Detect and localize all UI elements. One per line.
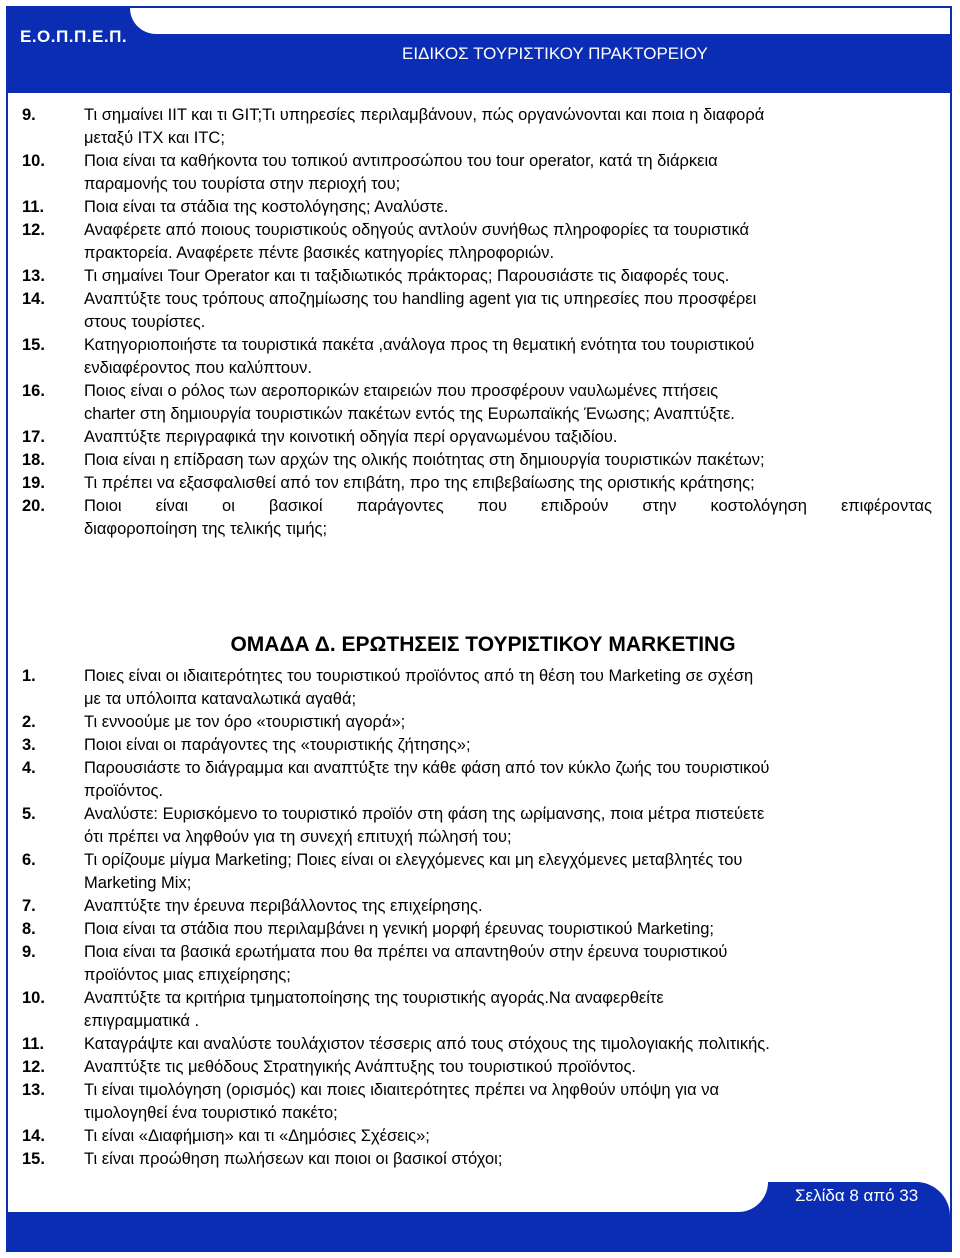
question-line: Ποια είναι η επίδραση των αρχών της ολικής ποιότητας στη δημιουργία τουριστικών πακέτων; [84, 451, 765, 469]
question-text [84, 757, 932, 803]
question-number: 14. [22, 290, 45, 308]
question-line: παραμονής του τουρίστα στην περιοχή του; [84, 175, 401, 193]
question-number: 6. [22, 851, 36, 869]
question-line: Παρουσιάστε το διάγραμμα και αναπτύξτε την κάθε φάση από τον κύκλο ζωής του τουριστικού [84, 759, 770, 777]
question-text [84, 449, 932, 472]
question-line: Τι είναι τιμολόγηση (ορισμός) και ποιες ιδιαιτερότητες πρέπει να ληφθούν υπόψη για να [84, 1081, 720, 1099]
question-number: 19. [22, 474, 45, 492]
question-line: πρακτορεία. Αναφέρετε πέντε βασικές κατηγορίες πληροφοριών. [84, 244, 555, 262]
question-item [22, 426, 932, 449]
question-number: 11. [22, 1035, 45, 1053]
question-number: 4. [22, 759, 36, 777]
question-text [84, 1148, 932, 1171]
question-text [84, 1125, 932, 1148]
page-number: Σελίδα 8 από 33 [795, 1186, 919, 1205]
question-line: Ποιες είναι οι ιδιαιτερότητες του τουριστικού προϊόντος από τη θέση του Marketing σε σχέση [84, 667, 754, 685]
question-line: Τι σημαίνει ΙΙΤ και τι GIT;Τι υπηρεσίες περιλαμβάνουν, πώς οργανώνονται και ποια η διαφορά [84, 106, 765, 124]
question-number: 18. [22, 451, 45, 469]
question-text [84, 495, 932, 541]
question-line: Τι πρέπει να εξασφαλισθεί από τον επιβάτη, προ της επιβεβαίωσης της οριστικής κράτησης; [84, 474, 755, 492]
question-line: διαφοροποίηση της τελικής τιμής; [84, 520, 328, 538]
question-text [84, 288, 932, 334]
question-number: 10. [22, 152, 45, 170]
question-number: 5. [22, 805, 36, 823]
question-list-section-2 [22, 665, 932, 1171]
question-list-section-1 [22, 104, 932, 541]
question-number: 10. [22, 989, 45, 1007]
question-text [84, 150, 932, 196]
question-text [84, 334, 932, 380]
question-item [22, 757, 932, 803]
question-text [84, 1033, 932, 1056]
question-item [22, 449, 932, 472]
question-item [22, 1125, 932, 1148]
question-line: Τι είναι «Διαφήμιση» και τι «Δημόσιες Σχέσεις»; [84, 1127, 430, 1145]
question-item [22, 711, 932, 734]
question-line: μεταξύ ΙΤΧ και ΙΤC; [84, 129, 225, 147]
question-line: Κατηγοριοποιήστε τα τουριστικά πακέτα ,ανάλογα προς τη θεματική ενότητα του τουριστικού [84, 336, 755, 354]
question-text [84, 380, 932, 426]
header-cutout [130, 8, 950, 34]
question-item [22, 196, 932, 219]
question-item [22, 849, 932, 895]
question-line: charter στη δημιουργία τουριστικών πακέτων εντός της Ευρωπαϊκής Ένωσης; Αναπτύξτε. [84, 405, 735, 423]
question-line: ενδιαφέροντος που καλύπτουν. [84, 359, 312, 377]
question-item [22, 265, 932, 288]
question-line: Ποια είναι τα καθήκοντα του τοπικού αντιπροσώπου του tour operator, κατά τη διάρκεια [84, 152, 718, 170]
question-number: 20. [22, 497, 45, 515]
question-line: στους τουρίστες. [84, 313, 206, 331]
document-body [22, 104, 932, 1171]
question-item [22, 895, 932, 918]
question-text [84, 895, 932, 918]
question-line: Marketing Mix; [84, 874, 192, 892]
question-line: Αναφέρετε από ποιους τουριστικούς οδηγούς αντλούν συνήθως πληροφορίες τα τουριστικά [84, 221, 750, 239]
question-text [84, 711, 932, 734]
question-item [22, 1148, 932, 1171]
question-line: Τι εννοούμε με τον όρο «τουριστική αγορά»; [84, 713, 406, 731]
question-text [84, 803, 932, 849]
question-number: 13. [22, 267, 45, 285]
question-text [84, 472, 932, 495]
question-line: Αναλύστε: Ευρισκόμενο το τουριστικό προϊόν στη φάση της ωρίμανσης, ποια μέτρα πιστεύετε [84, 805, 765, 823]
header-org: Ε.Ο.Π.Π.Ε.Π. [20, 27, 128, 46]
question-item [22, 219, 932, 265]
question-line: Αναπτύξτε τα κριτήρια τμηματοποίησης της τουριστικής αγοράς.Να αναφερθείτε [84, 989, 664, 1007]
question-item [22, 472, 932, 495]
question-text [84, 1056, 932, 1079]
question-text [84, 987, 932, 1033]
question-text [84, 219, 932, 265]
question-line: Ποιοι είναι οι βασικοί παράγοντες που επιδρούν στην κοστολόγηση επιφέροντας [84, 497, 932, 515]
question-line: Αναπτύξτε τους τρόπους αποζημίωσης του handling agent για τις υπηρεσίες που προσφέρει [84, 290, 757, 308]
question-number: 17. [22, 428, 45, 446]
question-line: Ποια είναι τα βασικά ερωτήματα που θα πρέπει να απαντηθούν στην έρευνα τουριστικού [84, 943, 728, 961]
question-item [22, 150, 932, 196]
question-item [22, 665, 932, 711]
section-title: ΟΜΑΔΑ Δ. ΕΡΩΤΗΣΕΙΣ ΤΟΥΡΙΣΤΙΚΟΥ MARKETING [230, 633, 736, 656]
question-line: Τι ορίζουμε μίγμα Marketing; Ποιες είναι οι ελεγχόμενες και μη ελεγχόμενες μεταβλητές του [84, 851, 743, 869]
question-number: 16. [22, 382, 45, 400]
question-text [84, 265, 932, 288]
question-line: προϊόντος. [84, 782, 164, 800]
question-number: 1. [22, 667, 36, 685]
question-text [84, 941, 932, 987]
question-text [84, 734, 932, 757]
question-number: 11. [22, 198, 45, 216]
question-item [22, 941, 932, 987]
question-number: 15. [22, 336, 45, 354]
question-line: Ποια είναι τα στάδια της κοστολόγησης; Αναλύστε. [84, 198, 449, 216]
question-line: τιμολογηθεί ένα τουριστικό πακέτο; [84, 1104, 338, 1122]
question-item [22, 1056, 932, 1079]
question-item [22, 380, 932, 426]
question-item [22, 803, 932, 849]
question-line: επιγραμματικά . [84, 1012, 200, 1030]
header-divider [8, 90, 950, 93]
question-item [22, 734, 932, 757]
question-number: 9. [22, 943, 36, 961]
question-line: ότι πρέπει να ληφθούν για τη συνεχή επιτυχή πώλησή του; [84, 828, 512, 846]
question-item [22, 1033, 932, 1056]
question-text [84, 665, 932, 711]
question-text [84, 426, 932, 449]
question-item [22, 288, 932, 334]
footer-cutout [8, 1182, 768, 1212]
question-number: 14. [22, 1127, 45, 1145]
question-line: Ποιος είναι ο ρόλος των αεροπορικών εταιρειών που προσφέρουν ναυλωμένες πτήσεις [84, 382, 719, 400]
question-number: 12. [22, 1058, 45, 1076]
question-line: προϊόντος μιας επιχείρησης; [84, 966, 291, 984]
question-line: με τα υπόλοιπα καταναλωτικά αγαθά; [84, 690, 357, 708]
question-text [84, 104, 932, 150]
question-line: Τι είναι προώθηση πωλήσεων και ποιοι οι βασικοί στόχοι; [84, 1150, 503, 1168]
question-item [22, 104, 932, 150]
question-number: 13. [22, 1081, 45, 1099]
question-line: Αναπτύξτε την έρευνα περιβάλλοντος της επιχείρησης. [84, 897, 483, 915]
question-line: Τι σημαίνει Tour Operator και τι ταξιδιωτικός πράκτορας; Παρουσιάστε τις διαφορές τους. [84, 267, 730, 285]
question-line: Αναπτύξτε περιγραφικά την κοινοτική οδηγία περί οργανωμένου ταξιδίου. [84, 428, 618, 446]
question-item [22, 1079, 932, 1125]
question-item [22, 334, 932, 380]
question-line: Καταγράψτε και αναλύστε τουλάχιστον τέσσερις από τους στόχους της τιμολογιακής πολιτικής. [84, 1035, 770, 1053]
question-number: 8. [22, 920, 36, 938]
header-subtitle: ΕΙΔΙΚΟΣ ΤΟΥΡΙΣΤΙΚΟΥ ΠΡΑΚΤΟΡΕΙΟΥ [402, 44, 708, 63]
question-line: Ποιοι είναι οι παράγοντες της «τουριστικής ζήτησης»; [84, 736, 471, 754]
question-line: Αναπτύξτε τις μεθόδους Στρατηγικής Ανάπτυξης του τουριστικού προϊόντος. [84, 1058, 637, 1076]
question-item [22, 987, 932, 1033]
question-number: 9. [22, 106, 36, 124]
question-text [84, 1079, 932, 1125]
question-text [84, 918, 932, 941]
question-line: Ποια είναι τα στάδια που περιλαμβάνει η γενική μορφή έρευνας τουριστικού Marketing; [84, 920, 715, 938]
question-number: 15. [22, 1150, 45, 1168]
question-number: 2. [22, 713, 36, 731]
question-item [22, 495, 932, 541]
question-text [84, 849, 932, 895]
question-number: 3. [22, 736, 36, 754]
question-number: 7. [22, 897, 36, 915]
question-item [22, 918, 932, 941]
question-number: 12. [22, 221, 45, 239]
question-text [84, 196, 932, 219]
